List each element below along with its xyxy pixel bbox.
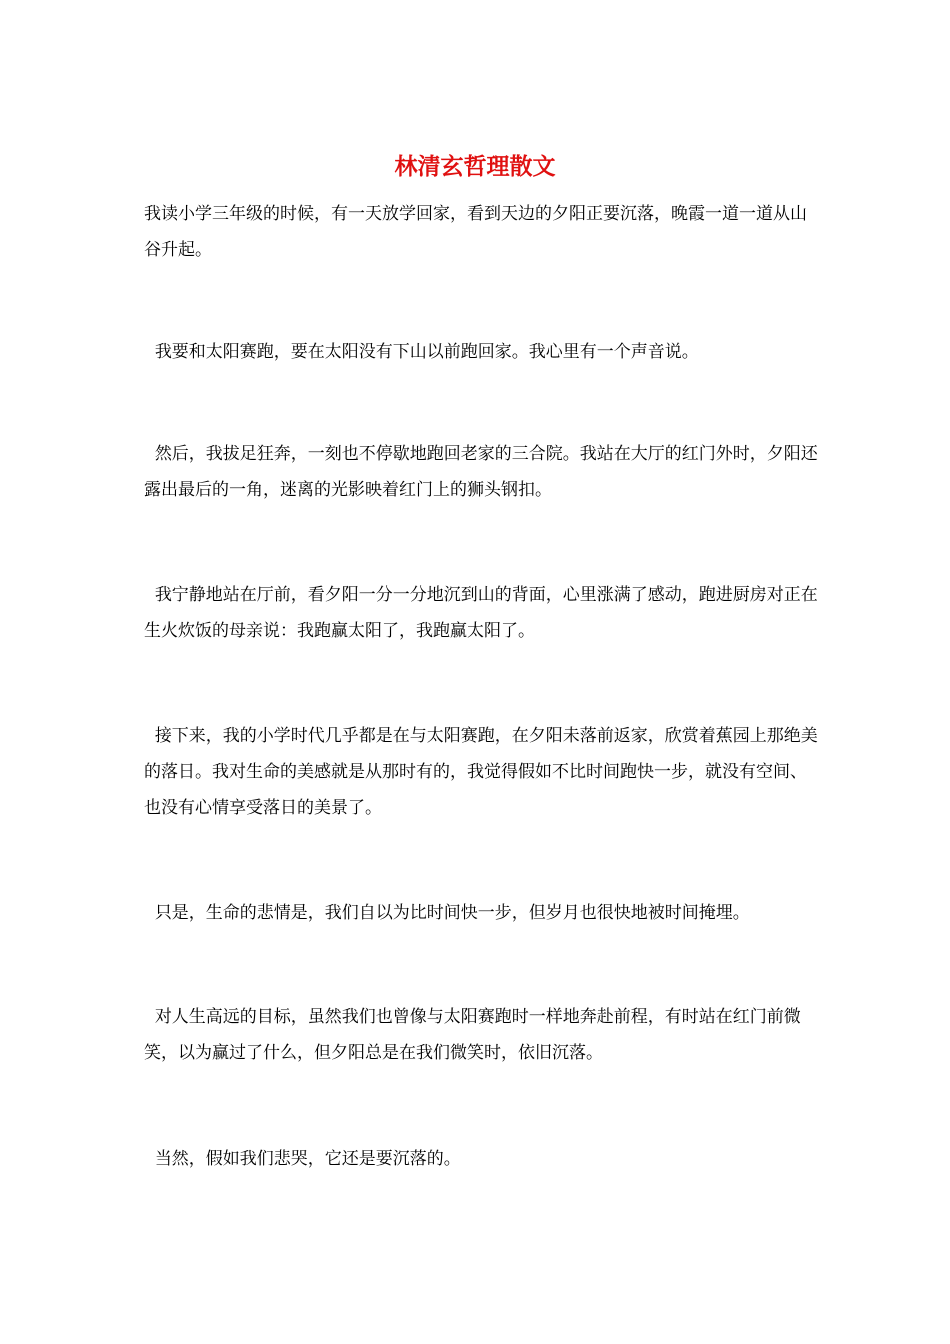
paragraph-5: 接下来，我的小学时代几乎都是在与太阳赛跑，在夕阳未落前返家，欣赏着蕉园上那绝美的落日。我对生命的美感就是从那时有的，我觉得假如不比时间跑快一步，就没有空间、也没有心情享受落日的美景了。 [144,726,818,818]
document-title: 林清玄哲理散文 [394,153,556,180]
paragraph-1: 我读小学三年级的时候，有一天放学回家，看到天边的夕阳正要沉落，晚霞一道一道从山谷升起。 [144,204,807,260]
paragraph-3: 然后，我拔足狂奔，一刻也不停歇地跑回老家的三合院。我站在大厅的红门外时，夕阳还露出最后的一角，迷离的光影映着红门上的狮头钢扣。 [144,444,818,500]
paragraph-7: 对人生高远的目标，虽然我们也曾像与太阳赛跑时一样地奔赴前程，有时站在红门前微笑，以为赢过了什么，但夕阳总是在我们微笑时，依旧沉落。 [144,1007,801,1063]
paragraph-4: 我宁静地站在厅前，看夕阳一分一分地沉到山的背面，心里涨满了感动，跑进厨房对正在生火炊饭的母亲说：我跑赢太阳了，我跑赢太阳了。 [144,585,818,641]
paragraph-8: 当然，假如我们悲哭，它还是要沉落的。 [144,1149,461,1169]
paragraph-2: 我要和太阳赛跑，要在太阳没有下山以前跑回家。我心里有一个声音说。 [144,342,699,362]
paragraph-6: 只是，生命的悲情是，我们自以为比时间快一步，但岁月也很快地被时间掩埋。 [144,903,750,923]
